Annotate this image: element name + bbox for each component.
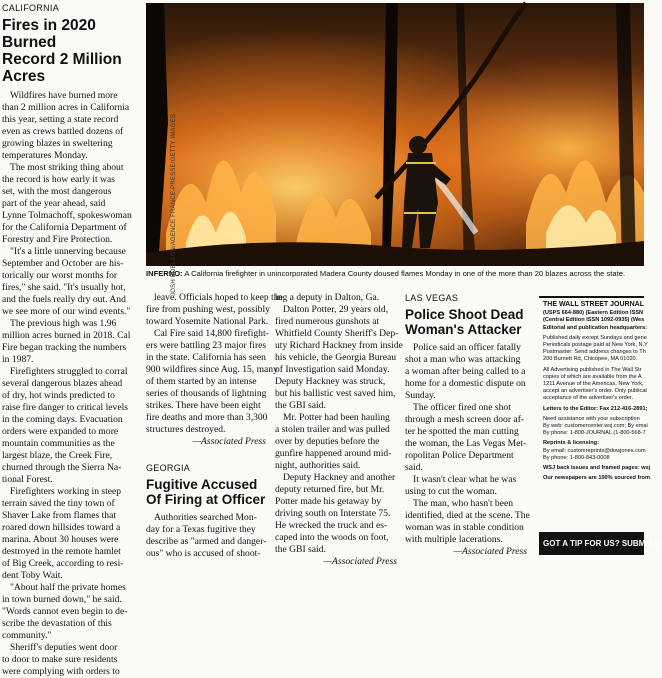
info-line: (Central Edition ISSN 1092-0935) (Wes [543,317,645,324]
info-line: 200 Burnett Rd, Chicopee, MA 01020. [543,356,638,363]
text-line: It wasn't clear what he was [413,474,517,485]
text-line: Mr. Potter had been hauling [283,412,390,423]
column-2 [146,292,283,560]
text-line: "It's a little unnerving because [10,246,126,257]
text-line: "About half the private homes [10,582,126,593]
info-line: accept an advertiser's order. Only publicat [543,388,647,395]
text-line: driving south on Interstate 75. [275,508,391,519]
kicker-las-vegas: LAS VEGAS [405,293,459,303]
text-line: the GBI said. [275,544,326,555]
text-line: his vehicle, the Georgia Bureau [275,352,397,363]
text-line: ropolitan Police Department [405,450,514,461]
text-line: Potter made his getaway by [275,496,382,507]
text-line: He wrecked the truck and es- [275,520,388,531]
text-line: gunfire happened around mid- [275,448,392,459]
journal-info-box [539,296,651,557]
text-line: Sunday. [405,390,436,401]
text-line: Lynne Tolmachoff, spokeswoman [2,210,132,221]
info-line: By web: customercenter.wsj.com; By emai [543,423,648,430]
text-line: over by deputies before the [275,436,380,447]
text-line: raise fire danger to critical levels [2,402,128,413]
signoff-fugitive: —Associated Press [323,556,397,567]
text-line: Deputy Hackney was struck, [275,376,386,387]
text-line: series of thousands of lightning [146,388,267,399]
text-line: of Investigation said Monday. [275,364,390,375]
text-line: leave. Officials hoped to keep the [154,292,283,303]
text-line: for the California Department of [2,222,127,233]
text-line: Whitfield County Sheriff's Dep- [275,328,399,339]
text-line: shot a man who was attacking [405,354,521,365]
text-line: in 1987. [2,354,34,365]
text-line: ter he spotted the man cutting [405,426,519,437]
text-line: describe as "armed and danger- [146,536,267,547]
info-line: 1211 Avenue of the Americas, New York, [543,381,644,388]
text-line: growing blazes in sweltering [2,138,113,149]
text-line: ers were battling 23 major fires [146,340,267,351]
text-line: 900 wildfires since Aug. 15, many [146,364,278,375]
text-line: in the state. California has seen [146,352,266,363]
text-line: Authorities searched Mon- [154,512,257,523]
journal-info-lines [539,310,651,482]
text-line: orders were expanded to more [2,426,119,437]
column-4 [405,292,530,558]
text-line: The man, who hasn't been [413,498,514,509]
text-line: even as crews battled dozens of [2,126,124,137]
info-line: Reprints & licensing: [543,440,599,447]
text-line: Cal Fire said 14,800 firefight- [154,328,269,339]
text-line: this year, setting a state record [2,114,119,125]
headline-fires: Fires in 2020 Burned Record 2 Million Acres [2,17,122,85]
text-line: dent Toby Wait. [2,570,63,581]
article-police-body [405,342,530,546]
text-line: Forestry and Fire Protection. [2,234,113,245]
text-line: ing a deputy in Dalton, Ga. [275,292,380,303]
text-line: several dangerous blazes ahead [2,378,123,389]
text-line: Dalton Potter, 29 years old, [283,304,389,315]
text-line: part of the year ahead, said [2,198,106,209]
text-line: using to cut the woman. [405,486,497,497]
text-line: home for a domestic dispute on [405,378,526,389]
text-line: to door to make sure residents [2,654,118,665]
article-fires-body [2,90,139,678]
text-line: The previous high was 1.96 [10,318,117,329]
text-line: identified, died at the scene. The [405,510,530,521]
photo-credit: JOSH EDELSON/AGENCE FRANCE-PRESSE/GETTY IMAGES [170,114,177,296]
info-line: Our newspapers are 100% sourced from [543,475,650,482]
journal-title: THE WALL STREET JOURNAL [543,301,644,308]
text-line: fire from pushing west, possibly [146,304,270,315]
text-line: Fire began tracking the numbers [2,342,127,353]
text-line: day for a Texas fugitive they [146,524,256,535]
text-line: with multiple lacerations. [405,534,503,545]
text-line: fires," she said. "It's usually hot, [2,282,126,293]
headline-fugitive: Fugitive Accused Of Firing at Officer [146,477,266,507]
text-line: set, with the most dangerous [2,186,112,197]
text-line: "Words cannot even begin to de- [2,606,128,617]
text-line: tional Forest. [2,474,53,485]
info-line: By phone: 1-800-JOURNAL (1-800-568-7 [543,430,646,437]
text-line: torically our worst months for [2,270,118,281]
text-line: fired numerous gunshots at [275,316,380,327]
text-line: the record is how early it was [2,174,115,185]
text-line: the GBI said. [275,400,326,411]
text-line: of Big Creek, according to resi- [2,558,124,569]
text-line: community." [2,630,52,641]
text-line: Wildfires have burned more [10,90,118,101]
text-line: through a mesh screen door af- [405,414,525,425]
text-line: said. [405,462,423,473]
info-line: By phone: 1-800-843-0008 [543,454,610,461]
signoff-fires: —Associated Press [192,436,266,447]
text-line: largest blaze, the Creek Fire, [2,450,113,461]
text-line: a stolen trailer and was pulled [275,424,390,435]
info-line: Need assistance with your subscription [543,415,640,422]
info-line: By email: customreprints@dowjones.com [543,447,646,454]
column-3 [275,292,403,568]
headline-police: Police Shoot Dead Woman's Attacker [405,307,524,337]
text-line: in the coming days. Evacuation [2,414,123,425]
text-line: in town burned down," he said. [2,594,122,605]
text-line: than 2 million acres in California [2,102,130,113]
text-line: but his ballistic vest saved him, [275,388,396,399]
text-line: night, authorities said. [275,460,361,471]
text-line: destroyed in the remote hamlet [2,546,121,557]
text-line: of them started by an intense [146,376,257,387]
info-line: Periodicals postage paid at New York, N.Y [543,342,648,349]
text-line: Shaver Lake from flames that [2,510,117,521]
text-line: mountain communities as the [2,438,115,449]
text-line: woman was in stable condition [405,522,524,533]
info-line: All Advertising published in The Wall Str [543,366,642,373]
text-line: uty Richard Hackney from inside [275,340,403,351]
submit-tip-banner[interactable]: GOT A TIP FOR US? SUBMIT IT [539,532,644,555]
text-line: million acres burned in 2018. Cal [2,330,131,341]
text-line: the woman, the Las Vegas Met- [405,438,527,449]
text-line: scribe the devastation of this [2,618,112,629]
text-line: The officer fired one shot [413,402,511,413]
kicker-california: CALIFORNIA [2,3,60,13]
text-line: The most striking thing about [10,162,124,173]
text-line: a woman after being called to a [405,366,526,377]
info-line: WSJ back issues and framed pages: wsj [543,465,651,472]
text-line: of dry, hot winds predicted to [2,390,115,401]
text-line: deputy returned fire, but Mr. [275,484,385,495]
article-fires-continued [146,292,283,436]
info-line: Letters to the Editor: Fax 212-416-2891; [543,405,648,412]
info-line: (USPS 664-880) (Eastern Edition ISSN [543,310,644,317]
text-line: we see more of our wind events." [2,306,131,317]
text-line: and the fuels really dry out. And [2,294,126,305]
text-line: temperatures Monday. [2,150,88,161]
text-line: terrain saved the tiny town of [2,498,115,509]
text-line: roared down hillsides toward a [2,522,121,533]
text-line: September and October are his- [2,258,124,269]
text-line: caped into the woods on foot, [275,532,389,543]
text-line: Firefighters working in steep [10,486,122,497]
text-line: marina. About 30 houses were [2,534,119,545]
text-line: were complying with orders to [2,666,120,677]
text-line: Police said an officer fatally [413,342,521,353]
article-fugitive-body [146,512,266,560]
info-line: Postmaster: Send address changes to Th [543,349,646,356]
left-column [2,2,139,678]
signoff-police: —Associated Press [453,546,527,557]
text-line: fire deaths and more than 3,300 [146,412,268,423]
info-line: copies of which are available from the A [543,373,642,380]
text-line: strikes. There have been eight [146,400,261,411]
article-fugitive-continued [275,292,403,556]
text-line: Sheriff's deputies went door [10,642,118,653]
text-line: Deputy Hackney and another [283,472,396,483]
firefighter-photo [146,3,644,266]
text-line: toward Yosemite National Park. [146,316,269,327]
text-line: ous" who is accused of shoot- [146,548,261,559]
info-line: Published daily except Sundays and gene [543,334,647,341]
text-line: Firefighters struggled to corral [10,366,128,377]
info-line: acceptance of the advertiser's order. [543,395,633,402]
info-line: Editorial and publication headquarters: [543,324,648,331]
text-line: churned through the Sierra Na- [2,462,122,473]
text-line: structures destroyed. [146,424,226,435]
kicker-georgia: GEORGIA [146,463,191,473]
photo-caption: INFERNO: A California firefighter in unincorporated Madera County doused flames Monday in one of the more than 20 blazes across the state. [146,269,626,278]
